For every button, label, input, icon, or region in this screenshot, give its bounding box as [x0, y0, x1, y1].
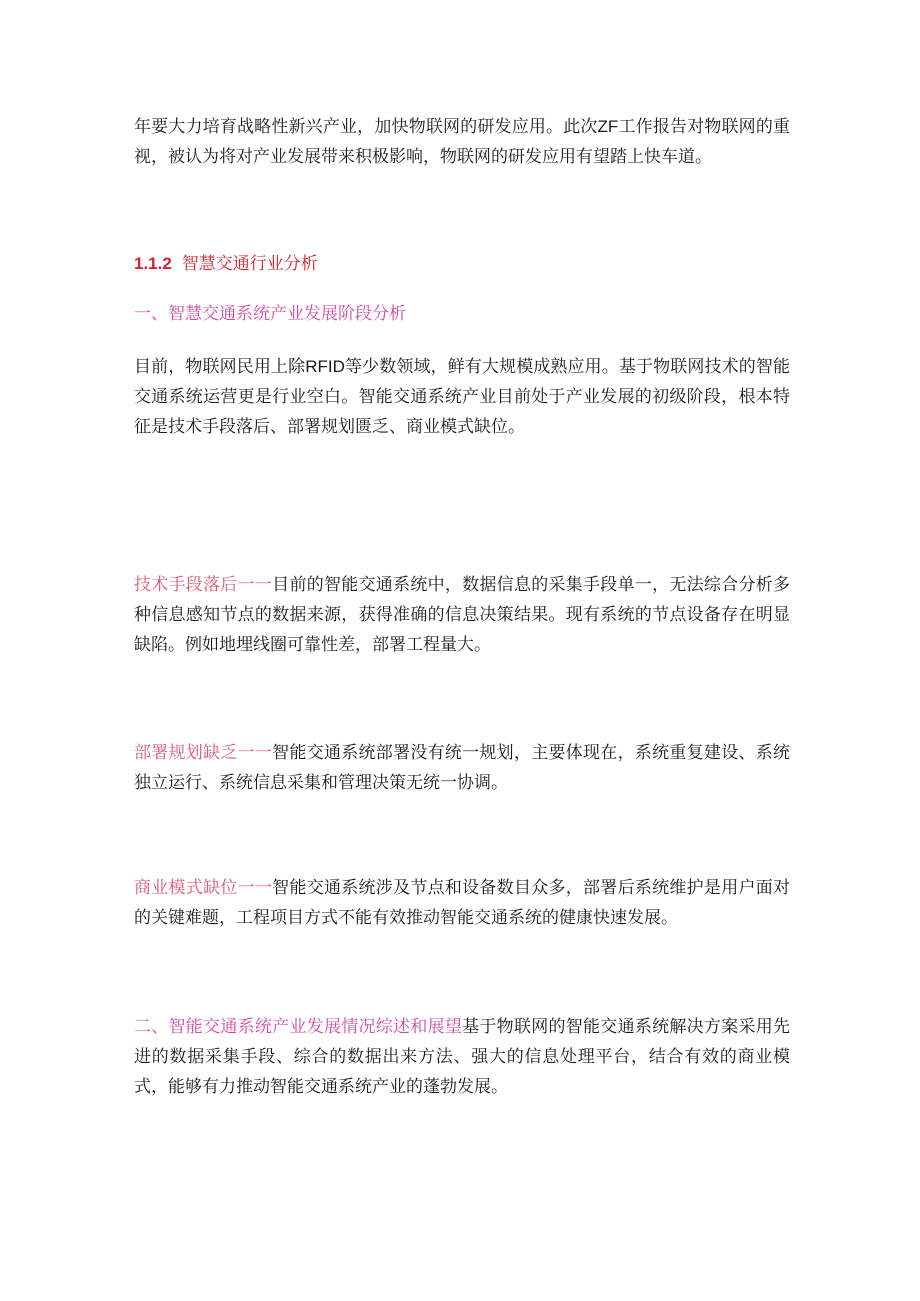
current-status-paragraph — [134, 352, 790, 442]
business-model-label: 商业模式缺位一一 — [134, 878, 273, 898]
tech-backward-label: 技术手段落后一一 — [134, 575, 273, 595]
current-text-2: 等少数领域，鲜有大规模成熟应用。基于物联网技术的智能交通系统运营更是行业空白。智能交通系统产业目前处于产业发展的初级阶段，根本特征是技术手段落后、部署规划匮乏、商业模式缺位。 — [134, 357, 790, 437]
intro-text-1: 年要大力培育战略性新兴产业，加快物联网的研发应用。此次 — [134, 117, 598, 137]
current-text-1: 目前，物联网民用上除 — [134, 357, 306, 377]
rfid-term: RFID — [305, 357, 345, 376]
subheading-stage-analysis: 一、智慧交通系统产业发展阶段分析 — [134, 304, 406, 324]
outlook-label: 二、智能交通系统产业发展情况综述和展望 — [134, 1017, 463, 1037]
section-number: 1.1.2 — [134, 254, 172, 273]
tech-backward-paragraph — [134, 570, 790, 660]
intro-text-2: 工作报告对物联网的重视，被认为将对产业发展带来积极影响，物联网的研发应用有望踏上快车道。 — [134, 117, 791, 167]
planning-lacking-paragraph — [134, 738, 790, 798]
planning-lacking-label: 部署规划缺乏一一 — [134, 743, 273, 763]
tech-backward-text: 目前的智能交通系统中，数据信息的采集手段单一，无法综合分析多种信息感知节点的数据来源，获得准确的信息决策结果。现有系统的节点设备存在明显缺陷。例如地埋线圈可靠性差，部署工程量大。 — [134, 575, 791, 655]
intro-paragraph — [134, 112, 790, 172]
outlook-paragraph — [134, 1012, 790, 1102]
planning-lacking-text: 智能交通系统部署没有统一规划，主要体现在，系统重复建设、系统独立运行、系统信息采集和管理决策无统一协调。 — [134, 743, 791, 793]
business-model-text: 智能交通系统涉及节点和设备数目众多，部署后系统维护是用户面对的关键难题，工程项目方式不能有效推动智能交通系统的健康快速发展。 — [134, 878, 791, 928]
intro-zf: ZF — [597, 117, 619, 136]
business-model-paragraph — [134, 873, 790, 933]
section-heading — [134, 252, 790, 276]
section-title: 智慧交通行业分析 — [181, 254, 318, 274]
outlook-text: 基于物联网的智能交通系统解决方案采用先进的数据采集手段、综合的数据出来方法、强大的信息处理平台，结合有效的商业模式，能够有力推动智能交通系统产业的蓬勃发展。 — [134, 1017, 791, 1097]
